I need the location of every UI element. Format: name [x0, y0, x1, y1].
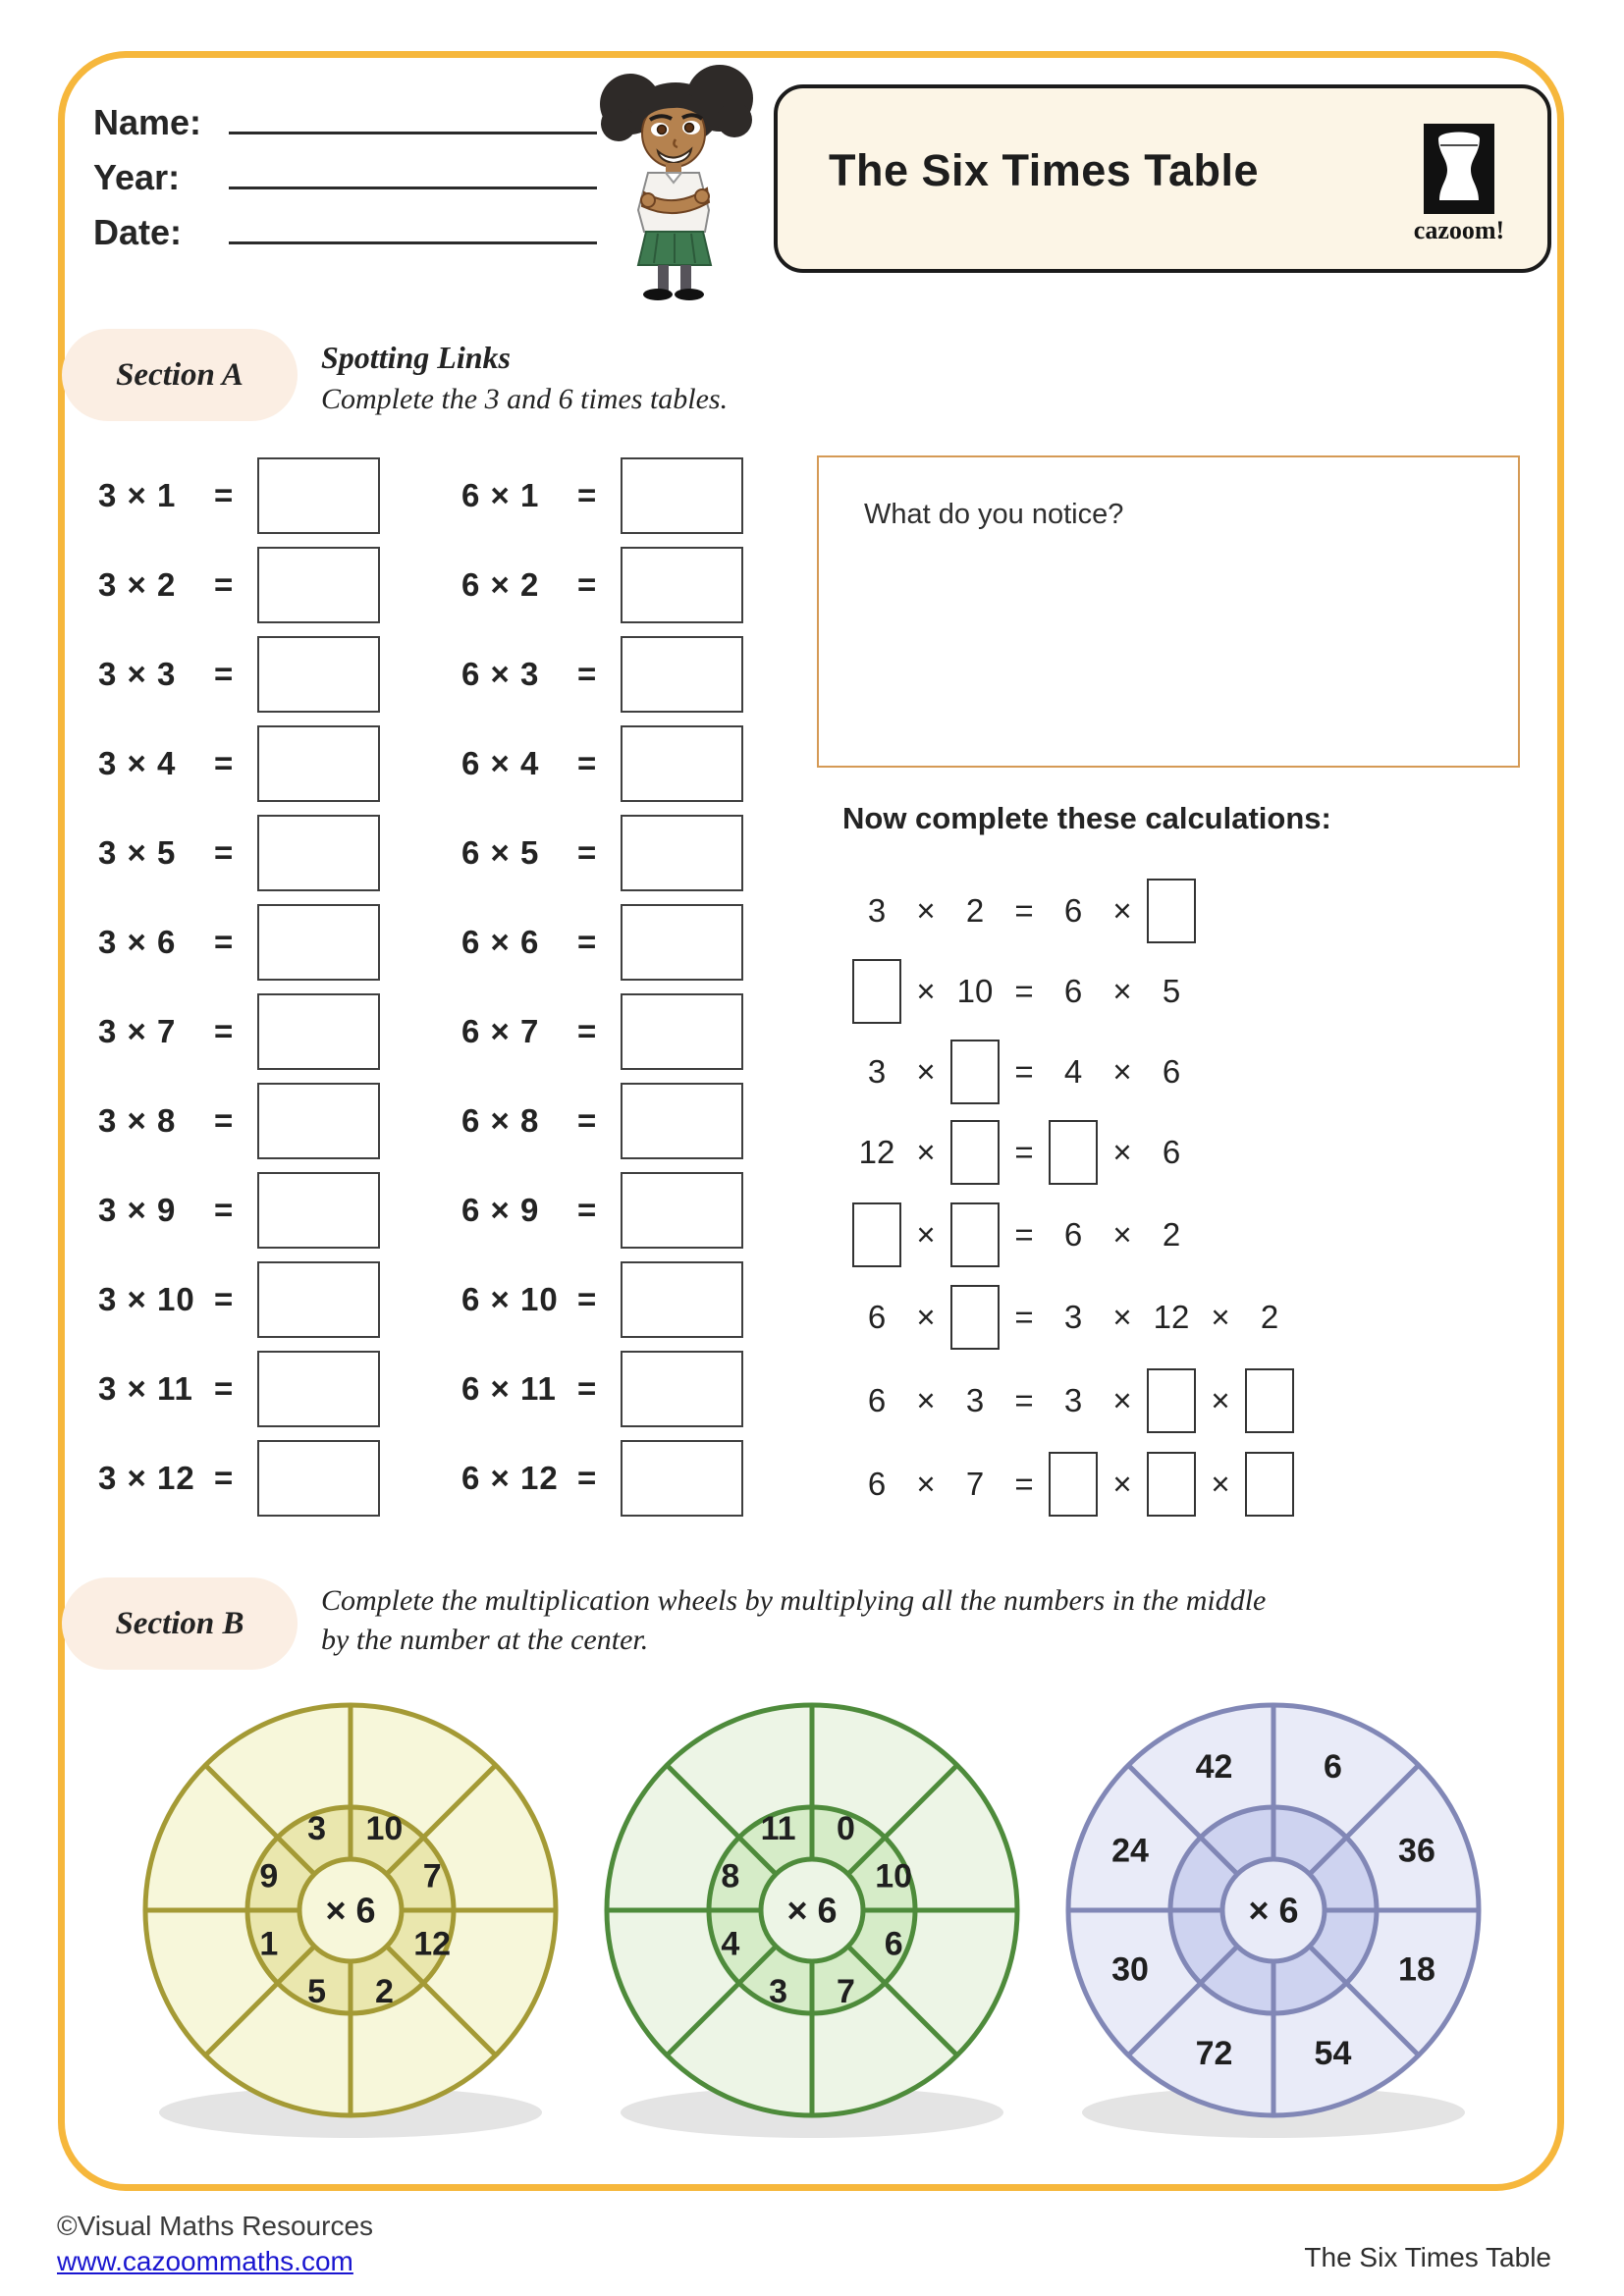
equals-sign: = [577, 744, 597, 781]
answer-box[interactable] [621, 636, 743, 713]
equation-label: 6 × 10 [461, 1280, 559, 1317]
times-sign: × [1211, 1299, 1230, 1335]
times-sign: × [1211, 1382, 1230, 1418]
equation-label: 6 × 9 [461, 1191, 540, 1228]
number-token: 3 [867, 892, 887, 929]
equation-label: 6 × 3 [461, 655, 540, 692]
six-times-table-column [461, 451, 743, 1522]
answer-slot [1147, 1367, 1196, 1434]
section-a-heading: Spotting Links [321, 340, 511, 375]
calculation-row [852, 878, 1196, 944]
calculation-row [852, 1201, 1196, 1268]
number-token: 6 [1162, 1053, 1181, 1090]
wheel-outer-number: 30 [1111, 1950, 1149, 1989]
wheel-middle-number: 5 [307, 1973, 327, 2011]
calculation-row [852, 1119, 1196, 1186]
number-token: 2 [1162, 1216, 1181, 1253]
answer-box[interactable] [621, 725, 743, 802]
year-field-row [93, 153, 597, 198]
equals-sign: = [214, 833, 234, 871]
wheel-outer-number: 36 [1398, 1832, 1435, 1870]
equals-sign: = [1014, 1466, 1034, 1502]
wheel-middle-number: 10 [365, 1809, 404, 1847]
times-table-row [461, 1433, 743, 1522]
multiplication-wheel-green-wheel[interactable] [596, 1694, 1028, 2146]
equals-sign: = [577, 833, 597, 871]
number-token: 3 [1063, 1299, 1083, 1335]
wheel-center-label: × 6 [325, 1890, 376, 1931]
section-a-label: Section A [116, 356, 244, 393]
equals-sign: = [214, 1459, 234, 1496]
times-table-row [98, 987, 380, 1076]
equals-sign: = [214, 1191, 234, 1228]
wheel-middle-number: 3 [307, 1809, 327, 1847]
answer-box[interactable] [257, 1351, 380, 1427]
drum-icon [1424, 124, 1494, 214]
equation-label: 3 × 6 [98, 923, 177, 960]
times-table-row [461, 540, 743, 629]
equals-sign: = [577, 1012, 597, 1049]
wheel-center-label: × 6 [1248, 1890, 1299, 1931]
answer-box[interactable] [257, 993, 380, 1070]
answer-box[interactable] [950, 1040, 1000, 1104]
answer-box[interactable] [257, 1261, 380, 1338]
times-sign: × [1112, 1466, 1132, 1502]
wheel-outer-number: 6 [1324, 1748, 1342, 1787]
answer-box[interactable] [257, 457, 380, 534]
answer-slot [950, 1039, 1000, 1105]
calculations-heading: Now complete these calculations: [842, 801, 1331, 835]
times-table-row [98, 719, 380, 808]
times-sign: × [1112, 1299, 1132, 1335]
answer-box[interactable] [950, 1285, 1000, 1350]
answer-box[interactable] [257, 1440, 380, 1517]
equals-sign: = [1014, 973, 1034, 1009]
answer-box[interactable] [950, 1120, 1000, 1185]
equals-sign: = [577, 923, 597, 960]
date-label: Date: [93, 212, 183, 252]
equals-sign: = [577, 1280, 597, 1317]
equation-label: 3 × 8 [98, 1101, 177, 1139]
number-token: 6 [1162, 1134, 1181, 1170]
wheel-middle-number: 7 [422, 1857, 442, 1896]
answer-box[interactable] [621, 1172, 743, 1249]
equals-sign: = [1014, 1216, 1034, 1253]
times-sign: × [916, 1134, 936, 1170]
times-sign: × [1112, 1053, 1132, 1090]
answer-box[interactable] [621, 904, 743, 981]
notice-box[interactable] [817, 455, 1520, 768]
answer-slot [1245, 1451, 1294, 1518]
date-input-line[interactable] [229, 208, 597, 244]
equation-label: 3 × 7 [98, 1012, 177, 1049]
times-sign: × [1112, 973, 1132, 1009]
times-table-row [98, 629, 380, 719]
number-token: 10 [956, 973, 994, 1009]
answer-slot [950, 1119, 1000, 1186]
answer-box[interactable] [621, 815, 743, 891]
equation-label: 6 × 2 [461, 565, 540, 603]
answer-slot [852, 958, 901, 1025]
student-illustration [589, 61, 761, 301]
answer-box[interactable] [257, 1083, 380, 1159]
wheel-outer-number: 72 [1195, 2034, 1233, 2072]
calculation-row [852, 1039, 1196, 1105]
footer-doc-title: The Six Times Table [1304, 2242, 1551, 2272]
times-sign: × [916, 1466, 936, 1502]
answer-slot [1049, 1451, 1098, 1518]
year-label: Year: [93, 157, 181, 197]
wheel-middle-number: 6 [884, 1925, 903, 1963]
equals-sign: = [214, 655, 234, 692]
section-a-instruction: Complete the 3 and 6 times tables. [321, 383, 729, 415]
times-sign: × [1112, 892, 1132, 929]
multiplication-wheel-yellow-wheel[interactable] [135, 1694, 567, 2146]
equals-sign: = [214, 476, 234, 513]
equation-label: 6 × 5 [461, 833, 540, 871]
equation-label: 6 × 8 [461, 1101, 540, 1139]
number-token: 3 [965, 1382, 985, 1418]
times-table-row [461, 1255, 743, 1344]
equation-label: 6 × 1 [461, 476, 540, 513]
equals-sign: = [577, 1191, 597, 1228]
calculation-row [852, 1451, 1294, 1518]
times-sign: × [916, 1382, 936, 1418]
equals-sign: = [214, 923, 234, 960]
number-token: 2 [1260, 1299, 1279, 1335]
cazoom-logo [1410, 124, 1508, 245]
number-token: 6 [867, 1299, 887, 1335]
equals-sign: = [214, 744, 234, 781]
answer-slot [1147, 878, 1196, 944]
worksheet-title: The Six Times Table [829, 145, 1259, 195]
number-token: 6 [1063, 973, 1083, 1009]
equals-sign: = [577, 1101, 597, 1139]
answer-box[interactable] [1245, 1368, 1294, 1433]
times-table-row [461, 1076, 743, 1165]
answer-box[interactable] [621, 1440, 743, 1517]
wheel-middle-number: 11 [760, 1809, 796, 1847]
calculation-row [852, 1367, 1294, 1434]
times-sign: × [1112, 1216, 1132, 1253]
notice-prompt: What do you notice? [864, 499, 1124, 530]
equation-label: 3 × 11 [98, 1369, 193, 1407]
section-b-badge [62, 1577, 298, 1670]
times-table-row [98, 1255, 380, 1344]
equals-sign: = [577, 655, 597, 692]
date-field-row [93, 208, 597, 253]
times-table-row [98, 1344, 380, 1433]
equals-sign: = [577, 1369, 597, 1407]
number-token: 4 [1063, 1053, 1083, 1090]
wheel-outer-number: 24 [1111, 1832, 1149, 1870]
answer-box[interactable] [621, 1083, 743, 1159]
equation-label: 6 × 6 [461, 923, 540, 960]
answer-slot [1049, 1119, 1098, 1186]
answer-box[interactable] [257, 725, 380, 802]
answer-box[interactable] [950, 1202, 1000, 1267]
footer-link[interactable]: www.cazoommaths.com [57, 2246, 353, 2276]
times-sign: × [1211, 1466, 1230, 1502]
wheel-middle-number: 9 [259, 1857, 279, 1896]
times-table-row [461, 897, 743, 987]
equals-sign: = [577, 476, 597, 513]
answer-box[interactable] [1147, 1368, 1196, 1433]
answer-slot [1245, 1367, 1294, 1434]
wheel-outer-number: 42 [1195, 1748, 1233, 1787]
wheel-middle-number: 1 [259, 1925, 279, 1963]
number-token: 6 [1063, 1216, 1083, 1253]
equation-label: 3 × 5 [98, 833, 177, 871]
times-sign: × [916, 892, 936, 929]
answer-box[interactable] [1049, 1120, 1098, 1185]
answer-box[interactable] [257, 904, 380, 981]
section-b-instruction-line1: Complete the multiplication wheels by multiplying all the numbers in the middle [321, 1584, 1267, 1617]
equation-label: 6 × 11 [461, 1369, 557, 1407]
wheel-middle-number: 12 [413, 1925, 452, 1963]
cazoom-logo-text: cazoom! [1413, 216, 1505, 244]
number-token: 12 [1153, 1299, 1190, 1335]
times-sign: × [916, 1216, 936, 1253]
answer-box[interactable] [257, 547, 380, 623]
number-token: 2 [965, 892, 985, 929]
answer-box[interactable] [621, 547, 743, 623]
equals-sign: = [577, 565, 597, 603]
wheel-center-label: × 6 [786, 1890, 838, 1931]
name-label: Name: [93, 102, 202, 142]
times-table-row [98, 1433, 380, 1522]
answer-box[interactable] [1147, 879, 1196, 943]
times-table-row [98, 897, 380, 987]
wheel-outer-number: 18 [1398, 1950, 1435, 1989]
name-input-line[interactable] [229, 98, 597, 134]
times-table-row [98, 1076, 380, 1165]
times-table-row [98, 540, 380, 629]
wheel-middle-number: 4 [721, 1925, 740, 1963]
times-sign: × [916, 1299, 936, 1335]
equation-label: 3 × 9 [98, 1191, 177, 1228]
equals-sign: = [214, 1369, 234, 1407]
answer-slot [950, 1284, 1000, 1351]
answer-slot [1147, 1451, 1196, 1518]
equals-sign: = [214, 565, 234, 603]
equation-label: 3 × 12 [98, 1459, 195, 1496]
answer-box[interactable] [621, 1261, 743, 1338]
number-token: 12 [858, 1134, 895, 1170]
equation-label: 3 × 1 [98, 476, 177, 513]
equals-sign: = [214, 1101, 234, 1139]
calculations-list [852, 878, 1402, 1525]
equation-label: 3 × 3 [98, 655, 177, 692]
year-input-line[interactable] [229, 153, 597, 189]
equals-sign: = [1014, 1134, 1034, 1170]
answer-box[interactable] [852, 1202, 901, 1267]
times-sign: × [916, 973, 936, 1009]
answer-box[interactable] [621, 457, 743, 534]
answer-box[interactable] [257, 1172, 380, 1249]
equals-sign: = [1014, 1299, 1034, 1335]
calculation-row [852, 1284, 1294, 1351]
equation-label: 3 × 10 [98, 1280, 195, 1317]
number-token: 7 [965, 1466, 985, 1502]
times-table-row [461, 1165, 743, 1255]
equation-label: 6 × 12 [461, 1459, 559, 1496]
number-token: 3 [1063, 1382, 1083, 1418]
times-table-row [461, 808, 743, 897]
answer-slot [950, 1201, 1000, 1268]
times-sign: × [1112, 1134, 1132, 1170]
footer-copyright: ©Visual Maths Resources [57, 2211, 374, 2241]
answer-box[interactable] [621, 1351, 743, 1427]
number-token: 6 [867, 1466, 887, 1502]
name-field-row [93, 98, 597, 143]
wheel-middle-number: 2 [374, 1973, 394, 2011]
wheel-middle-number: 0 [836, 1809, 855, 1847]
times-table-row [461, 987, 743, 1076]
wheel-middle-number: 7 [836, 1973, 855, 2011]
equals-sign: = [1014, 892, 1034, 929]
equation-label: 3 × 4 [98, 744, 177, 781]
equation-label: 6 × 4 [461, 744, 540, 781]
equals-sign: = [577, 1459, 597, 1496]
calculation-row [852, 958, 1196, 1025]
answer-box[interactable] [621, 993, 743, 1070]
multiplication-wheel-purple-wheel[interactable] [1057, 1694, 1489, 2146]
times-table-row [98, 451, 380, 540]
equation-label: 6 × 7 [461, 1012, 540, 1049]
wheel-outer-number: 54 [1314, 2034, 1352, 2072]
times-table-row [461, 451, 743, 540]
equals-sign: = [214, 1280, 234, 1317]
times-table-row [98, 808, 380, 897]
answer-box[interactable] [1245, 1452, 1294, 1517]
answer-box[interactable] [257, 815, 380, 891]
equals-sign: = [1014, 1053, 1034, 1090]
times-table-row [98, 1165, 380, 1255]
number-token: 5 [1162, 973, 1181, 1009]
times-table-row [461, 629, 743, 719]
times-table-row [461, 1344, 743, 1433]
number-token: 6 [1063, 892, 1083, 929]
equals-sign: = [1014, 1382, 1034, 1418]
equation-label: 3 × 2 [98, 565, 177, 603]
answer-box[interactable] [257, 636, 380, 713]
number-token: 3 [867, 1053, 887, 1090]
section-b-instruction-line2: by the number at the center. [321, 1624, 649, 1656]
section-b-label: Section B [115, 1605, 244, 1641]
number-token: 6 [867, 1382, 887, 1418]
answer-box[interactable] [1147, 1452, 1196, 1517]
wheel-middle-number: 8 [721, 1857, 740, 1896]
wheel-middle-number: 10 [875, 1857, 913, 1896]
three-times-table-column [98, 451, 380, 1522]
times-table-row [461, 719, 743, 808]
section-a-badge [62, 329, 298, 421]
equals-sign: = [214, 1012, 234, 1049]
answer-slot [852, 1201, 901, 1268]
worksheet-title-box [774, 84, 1551, 273]
wheel-middle-number: 3 [769, 1973, 788, 2011]
times-sign: × [916, 1053, 936, 1090]
times-sign: × [1112, 1382, 1132, 1418]
answer-box[interactable] [852, 959, 901, 1024]
answer-box[interactable] [1049, 1452, 1098, 1517]
